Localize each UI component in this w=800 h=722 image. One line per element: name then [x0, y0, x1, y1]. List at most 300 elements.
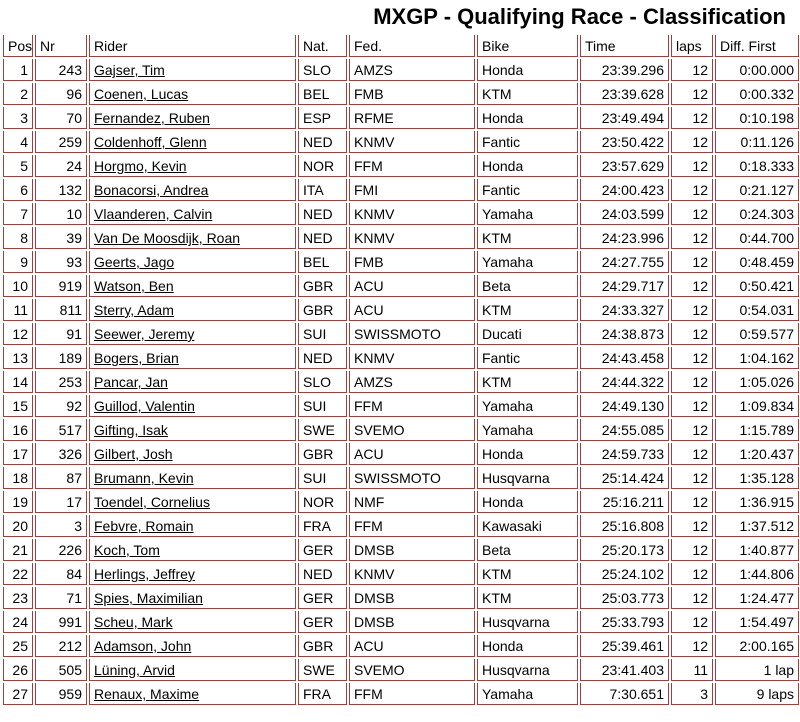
- rider-link[interactable]: Seewer, Jeremy: [94, 326, 195, 342]
- cell-diff: 1:09.834: [715, 395, 799, 417]
- cell-rider: [89, 491, 296, 513]
- table-row: [3, 371, 799, 393]
- table-row: [3, 131, 799, 153]
- cell-time: 25:14.424: [580, 467, 669, 489]
- cell-bike: Honda: [477, 59, 578, 81]
- cell-nat: BEL: [298, 251, 347, 273]
- cell-nat: NED: [298, 131, 347, 153]
- cell-rider: [89, 419, 296, 441]
- table-row: [3, 395, 799, 417]
- cell-nr: 253: [35, 371, 87, 393]
- cell-pos: 8: [3, 227, 33, 249]
- cell-rider: [89, 443, 296, 465]
- cell-nr: 93: [35, 251, 87, 273]
- cell-pos: 7: [3, 203, 33, 225]
- rider-link[interactable]: Watson, Ben: [94, 278, 174, 294]
- cell-laps: 12: [671, 347, 713, 369]
- cell-nr: 226: [35, 539, 87, 561]
- column-header-fed: Fed.: [349, 35, 475, 57]
- cell-rider: [89, 635, 296, 657]
- cell-laps: 12: [671, 179, 713, 201]
- table-row: [3, 179, 799, 201]
- cell-diff: 0:18.333: [715, 155, 799, 177]
- cell-time: 25:16.808: [580, 515, 669, 537]
- rider-link[interactable]: Herlings, Jeffrey: [94, 566, 195, 582]
- cell-pos: 23: [3, 587, 33, 609]
- cell-fed: SVEMO: [349, 659, 475, 681]
- cell-diff: 0:00.332: [715, 83, 799, 105]
- cell-pos: 19: [3, 491, 33, 513]
- cell-diff: 0:21.127: [715, 179, 799, 201]
- cell-rider: [89, 107, 296, 129]
- table-row: [3, 587, 799, 609]
- cell-nr: 189: [35, 347, 87, 369]
- cell-laps: 12: [671, 467, 713, 489]
- cell-laps: 12: [671, 587, 713, 609]
- cell-time: 24:44.322: [580, 371, 669, 393]
- cell-bike: Yamaha: [477, 251, 578, 273]
- cell-nat: SWE: [298, 419, 347, 441]
- cell-nat: ITA: [298, 179, 347, 201]
- cell-fed: ACU: [349, 275, 475, 297]
- cell-time: 25:24.102: [580, 563, 669, 585]
- table-row: [3, 323, 799, 345]
- table-row: [3, 275, 799, 297]
- cell-bike: Honda: [477, 155, 578, 177]
- column-header-bike: Bike: [477, 35, 578, 57]
- rider-link[interactable]: Horgmo, Kevin: [94, 158, 187, 174]
- cell-time: 23:57.629: [580, 155, 669, 177]
- cell-fed: SWISSMOTO: [349, 323, 475, 345]
- table-row: [3, 611, 799, 633]
- cell-bike: Yamaha: [477, 419, 578, 441]
- cell-pos: 9: [3, 251, 33, 273]
- cell-fed: DMSB: [349, 587, 475, 609]
- cell-rider: [89, 251, 296, 273]
- cell-diff: 1:54.497: [715, 611, 799, 633]
- cell-laps: 12: [671, 491, 713, 513]
- cell-pos: 18: [3, 467, 33, 489]
- cell-time: 24:55.085: [580, 419, 669, 441]
- cell-bike: Honda: [477, 443, 578, 465]
- cell-diff: 0:00.000: [715, 59, 799, 81]
- cell-nr: 212: [35, 635, 87, 657]
- cell-diff: 1:36.915: [715, 491, 799, 513]
- cell-pos: 25: [3, 635, 33, 657]
- results-table: [1, 33, 800, 707]
- table-row: [3, 107, 799, 129]
- cell-rider: [89, 683, 296, 705]
- table-row: [3, 443, 799, 465]
- cell-nr: 92: [35, 395, 87, 417]
- cell-rider: [89, 467, 296, 489]
- cell-fed: FFM: [349, 683, 475, 705]
- cell-rider: [89, 587, 296, 609]
- cell-diff: 0:24.303: [715, 203, 799, 225]
- cell-pos: 20: [3, 515, 33, 537]
- cell-time: 23:41.403: [580, 659, 669, 681]
- cell-nr: 326: [35, 443, 87, 465]
- cell-laps: 12: [671, 107, 713, 129]
- table-row: [3, 227, 799, 249]
- cell-rider: [89, 275, 296, 297]
- cell-rider: [89, 539, 296, 561]
- cell-time: 23:49.494: [580, 107, 669, 129]
- cell-fed: KNMV: [349, 131, 475, 153]
- rider-link[interactable]: Sterry, Adam: [94, 302, 174, 318]
- cell-fed: ACU: [349, 299, 475, 321]
- cell-rider: [89, 83, 296, 105]
- cell-fed: FFM: [349, 155, 475, 177]
- cell-diff: 0:11.126: [715, 131, 799, 153]
- cell-diff: 2:00.165: [715, 635, 799, 657]
- cell-laps: 12: [671, 83, 713, 105]
- cell-bike: Husqvarna: [477, 659, 578, 681]
- cell-laps: 12: [671, 539, 713, 561]
- cell-laps: 12: [671, 227, 713, 249]
- cell-time: 24:59.733: [580, 443, 669, 465]
- cell-fed: KNMV: [349, 227, 475, 249]
- table-row: [3, 203, 799, 225]
- cell-bike: Kawasaki: [477, 515, 578, 537]
- cell-nr: 87: [35, 467, 87, 489]
- rider-link[interactable]: Brumann, Kevin: [94, 470, 194, 486]
- cell-rider: [89, 155, 296, 177]
- cell-nr: 24: [35, 155, 87, 177]
- cell-nat: GBR: [298, 299, 347, 321]
- cell-nat: SUI: [298, 395, 347, 417]
- cell-pos: 26: [3, 659, 33, 681]
- table-row: [3, 659, 799, 681]
- cell-diff: 1:20.437: [715, 443, 799, 465]
- cell-rider: [89, 395, 296, 417]
- cell-nr: 91: [35, 323, 87, 345]
- cell-laps: 12: [671, 203, 713, 225]
- cell-pos: 13: [3, 347, 33, 369]
- cell-rider: [89, 659, 296, 681]
- cell-nr: 919: [35, 275, 87, 297]
- results-table-head: [3, 35, 799, 57]
- column-header-laps: laps: [671, 35, 713, 57]
- cell-fed: RFME: [349, 107, 475, 129]
- rider-link[interactable]: Renaux, Maxime: [94, 686, 200, 702]
- cell-fed: KNMV: [349, 563, 475, 585]
- table-row: [3, 563, 799, 585]
- rider-link[interactable]: Van De Moosdijk, Roan: [94, 230, 241, 246]
- cell-fed: FMB: [349, 83, 475, 105]
- cell-rider: [89, 347, 296, 369]
- rider-link[interactable]: Adamson, John: [94, 638, 192, 654]
- cell-pos: 17: [3, 443, 33, 465]
- table-row: [3, 467, 799, 489]
- cell-laps: 12: [671, 299, 713, 321]
- cell-fed: AMZS: [349, 59, 475, 81]
- column-header-pos: Pos: [3, 35, 33, 57]
- cell-rider: [89, 227, 296, 249]
- cell-nat: GBR: [298, 443, 347, 465]
- cell-time: 24:38.873: [580, 323, 669, 345]
- table-row: [3, 83, 799, 105]
- cell-bike: KTM: [477, 587, 578, 609]
- cell-nat: SUI: [298, 323, 347, 345]
- cell-nat: NOR: [298, 155, 347, 177]
- cell-bike: Honda: [477, 635, 578, 657]
- cell-time: 24:33.327: [580, 299, 669, 321]
- cell-diff: 1:15.789: [715, 419, 799, 441]
- cell-laps: 12: [671, 251, 713, 273]
- rider-link[interactable]: Lüning, Arvid: [94, 662, 175, 678]
- cell-bike: Beta: [477, 539, 578, 561]
- cell-nat: GER: [298, 611, 347, 633]
- cell-laps: 12: [671, 155, 713, 177]
- cell-bike: Yamaha: [477, 395, 578, 417]
- cell-pos: 27: [3, 683, 33, 705]
- rider-link[interactable]: Fernandez, Ruben: [94, 110, 210, 126]
- cell-nr: 70: [35, 107, 87, 129]
- cell-nat: FRA: [298, 515, 347, 537]
- cell-bike: Fantic: [477, 179, 578, 201]
- cell-fed: AMZS: [349, 371, 475, 393]
- cell-bike: Fantic: [477, 347, 578, 369]
- cell-diff: 0:50.421: [715, 275, 799, 297]
- cell-diff: 0:10.198: [715, 107, 799, 129]
- page-title: MXGP - Qualifying Race - Classification: [373, 4, 786, 29]
- cell-nat: NED: [298, 203, 347, 225]
- cell-nat: SUI: [298, 467, 347, 489]
- rider-link[interactable]: Febvre, Romain: [94, 518, 194, 534]
- cell-diff: 1:04.162: [715, 347, 799, 369]
- cell-diff: 1:05.026: [715, 371, 799, 393]
- cell-bike: KTM: [477, 371, 578, 393]
- cell-nr: 10: [35, 203, 87, 225]
- cell-fed: SVEMO: [349, 419, 475, 441]
- cell-laps: 12: [671, 419, 713, 441]
- cell-laps: 12: [671, 323, 713, 345]
- rider-link[interactable]: Gajser, Tim: [94, 62, 165, 78]
- column-header-rider: Rider: [89, 35, 296, 57]
- cell-rider: [89, 203, 296, 225]
- cell-laps: 12: [671, 59, 713, 81]
- cell-pos: 22: [3, 563, 33, 585]
- cell-laps: 3: [671, 683, 713, 705]
- cell-fed: FFM: [349, 515, 475, 537]
- rider-link[interactable]: Gifting, Isak: [94, 422, 168, 438]
- cell-pos: 6: [3, 179, 33, 201]
- cell-fed: DMSB: [349, 539, 475, 561]
- cell-bike: Yamaha: [477, 203, 578, 225]
- cell-pos: 2: [3, 83, 33, 105]
- cell-nat: NOR: [298, 491, 347, 513]
- cell-rider: [89, 323, 296, 345]
- cell-time: 25:33.793: [580, 611, 669, 633]
- cell-laps: 12: [671, 275, 713, 297]
- table-row: [3, 299, 799, 321]
- cell-bike: Ducati: [477, 323, 578, 345]
- cell-time: 24:49.130: [580, 395, 669, 417]
- table-header-row: [3, 35, 799, 57]
- cell-nat: GBR: [298, 275, 347, 297]
- cell-fed: FMB: [349, 251, 475, 273]
- cell-laps: 12: [671, 635, 713, 657]
- cell-time: 23:39.628: [580, 83, 669, 105]
- cell-nr: 84: [35, 563, 87, 585]
- cell-bike: Fantic: [477, 131, 578, 153]
- cell-nat: NED: [298, 227, 347, 249]
- results-table-body: [3, 59, 799, 705]
- cell-nat: GER: [298, 539, 347, 561]
- table-row: [3, 635, 799, 657]
- cell-rider: [89, 59, 296, 81]
- cell-diff: 0:59.577: [715, 323, 799, 345]
- cell-fed: SWISSMOTO: [349, 467, 475, 489]
- cell-bike: Beta: [477, 275, 578, 297]
- cell-time: 25:03.773: [580, 587, 669, 609]
- cell-pos: 3: [3, 107, 33, 129]
- cell-nat: NED: [298, 347, 347, 369]
- cell-fed: FMI: [349, 179, 475, 201]
- table-row: [3, 515, 799, 537]
- cell-time: 25:20.173: [580, 539, 669, 561]
- cell-rider: [89, 563, 296, 585]
- cell-time: 24:03.599: [580, 203, 669, 225]
- cell-time: 24:23.996: [580, 227, 669, 249]
- rider-link[interactable]: Pancar, Jan: [94, 374, 168, 390]
- rider-link[interactable]: Toendel, Cornelius: [94, 494, 210, 510]
- table-row: [3, 491, 799, 513]
- cell-bike: Yamaha: [477, 683, 578, 705]
- cell-time: 24:29.717: [580, 275, 669, 297]
- cell-time: 24:00.423: [580, 179, 669, 201]
- cell-rider: [89, 179, 296, 201]
- column-header-nat: Nat.: [298, 35, 347, 57]
- cell-diff: 1:44.806: [715, 563, 799, 585]
- cell-rider: [89, 611, 296, 633]
- cell-diff: 0:44.700: [715, 227, 799, 249]
- column-header-time: Time: [580, 35, 669, 57]
- cell-fed: KNMV: [349, 347, 475, 369]
- cell-nat: SLO: [298, 59, 347, 81]
- cell-time: 23:39.296: [580, 59, 669, 81]
- table-row: [3, 419, 799, 441]
- cell-laps: 12: [671, 515, 713, 537]
- cell-nat: SLO: [298, 371, 347, 393]
- cell-pos: 12: [3, 323, 33, 345]
- cell-laps: 12: [671, 395, 713, 417]
- cell-pos: 24: [3, 611, 33, 633]
- cell-nat: FRA: [298, 683, 347, 705]
- cell-laps: 12: [671, 443, 713, 465]
- cell-nr: 39: [35, 227, 87, 249]
- cell-bike: Husqvarna: [477, 467, 578, 489]
- rider-link[interactable]: Geerts, Jago: [94, 254, 175, 270]
- cell-nat: SWE: [298, 659, 347, 681]
- cell-nr: 811: [35, 299, 87, 321]
- cell-nr: 259: [35, 131, 87, 153]
- cell-nr: 17: [35, 491, 87, 513]
- cell-bike: Honda: [477, 107, 578, 129]
- rider-link[interactable]: Koch, Tom: [94, 542, 160, 558]
- cell-diff: 1:37.512: [715, 515, 799, 537]
- cell-laps: 12: [671, 131, 713, 153]
- cell-time: 24:27.755: [580, 251, 669, 273]
- cell-pos: 11: [3, 299, 33, 321]
- cell-nr: 959: [35, 683, 87, 705]
- table-row: [3, 683, 799, 705]
- cell-diff: 1:40.877: [715, 539, 799, 561]
- cell-rider: [89, 371, 296, 393]
- cell-nat: BEL: [298, 83, 347, 105]
- cell-time: 24:43.458: [580, 347, 669, 369]
- cell-fed: DMSB: [349, 611, 475, 633]
- cell-pos: 1: [3, 59, 33, 81]
- table-row: [3, 251, 799, 273]
- cell-nr: 3: [35, 515, 87, 537]
- rider-link[interactable]: Guillod, Valentin: [94, 398, 195, 414]
- cell-nat: GER: [298, 587, 347, 609]
- cell-nr: 71: [35, 587, 87, 609]
- cell-bike: KTM: [477, 83, 578, 105]
- cell-nat: ESP: [298, 107, 347, 129]
- cell-bike: KTM: [477, 227, 578, 249]
- cell-pos: 5: [3, 155, 33, 177]
- cell-time: 25:16.211: [580, 491, 669, 513]
- cell-pos: 15: [3, 395, 33, 417]
- rider-link[interactable]: Vlaanderen, Calvin: [94, 206, 213, 222]
- cell-nr: 991: [35, 611, 87, 633]
- column-header-diff: Diff. First: [715, 35, 799, 57]
- cell-laps: 12: [671, 563, 713, 585]
- cell-pos: 4: [3, 131, 33, 153]
- table-row: [3, 155, 799, 177]
- column-header-nr: Nr: [35, 35, 87, 57]
- cell-bike: KTM: [477, 563, 578, 585]
- rider-link[interactable]: Coenen, Lucas: [94, 86, 189, 102]
- cell-diff: 9 laps: [715, 683, 799, 705]
- cell-nr: 505: [35, 659, 87, 681]
- cell-time: 7:30.651: [580, 683, 669, 705]
- cell-nat: GBR: [298, 635, 347, 657]
- cell-rider: [89, 131, 296, 153]
- cell-nr: 96: [35, 83, 87, 105]
- cell-bike: Honda: [477, 491, 578, 513]
- rider-link[interactable]: Scheu, Mark: [94, 614, 173, 630]
- cell-nr: 132: [35, 179, 87, 201]
- cell-fed: KNMV: [349, 203, 475, 225]
- rider-link[interactable]: Spies, Maximilian: [94, 590, 203, 606]
- rider-link[interactable]: Bonacorsi, Andrea: [94, 182, 209, 198]
- rider-link[interactable]: Coldenhoff, Glenn: [94, 134, 207, 150]
- rider-link[interactable]: Bogers, Brian: [94, 350, 179, 366]
- cell-diff: 0:54.031: [715, 299, 799, 321]
- cell-nr: 517: [35, 419, 87, 441]
- cell-pos: 14: [3, 371, 33, 393]
- table-row: [3, 59, 799, 81]
- cell-rider: [89, 515, 296, 537]
- rider-link[interactable]: Gilbert, Josh: [94, 446, 173, 462]
- table-row: [3, 539, 799, 561]
- cell-laps: 12: [671, 371, 713, 393]
- table-row: [3, 347, 799, 369]
- cell-diff: 1 lap: [715, 659, 799, 681]
- cell-rider: [89, 299, 296, 321]
- cell-fed: ACU: [349, 635, 475, 657]
- cell-time: 25:39.461: [580, 635, 669, 657]
- cell-bike: KTM: [477, 299, 578, 321]
- cell-pos: 10: [3, 275, 33, 297]
- cell-diff: 1:35.128: [715, 467, 799, 489]
- cell-bike: Husqvarna: [477, 611, 578, 633]
- cell-pos: 21: [3, 539, 33, 561]
